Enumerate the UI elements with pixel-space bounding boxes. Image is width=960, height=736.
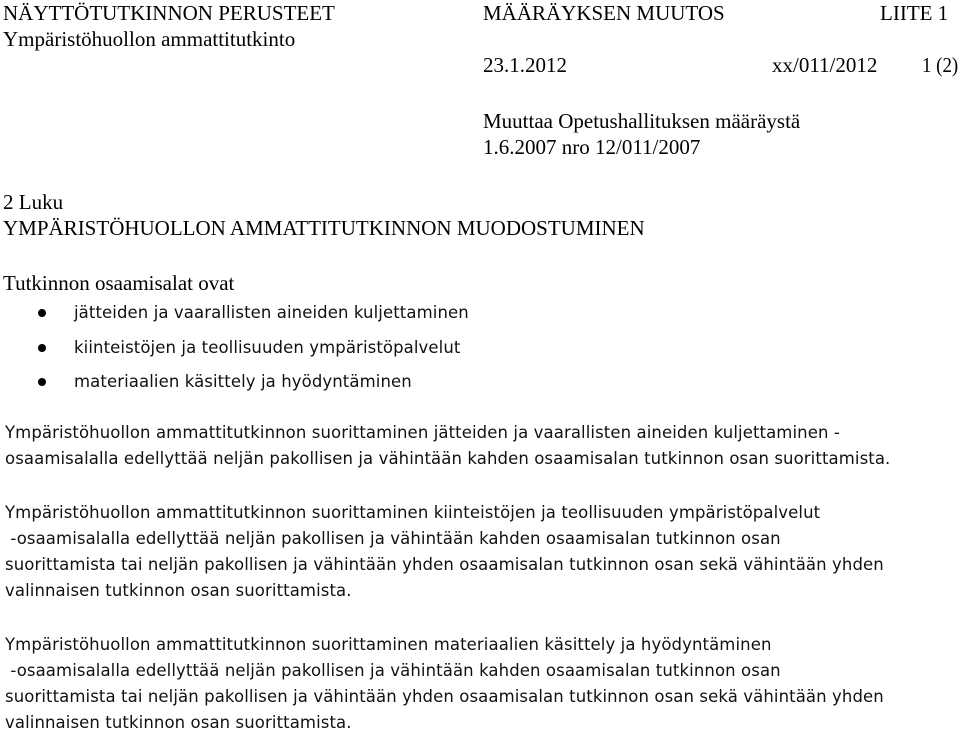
- header-date: 23.1.2012: [483, 53, 567, 77]
- paragraph-line: Ympäristöhuollon ammattitutkinnon suorittaminen jätteiden ja vaarallisten aineiden kuljettaminen -: [5, 423, 840, 442]
- bullet-text: jätteiden ja vaarallisten aineiden kuljettaminen: [74, 303, 469, 322]
- paragraph-line: Ympäristöhuollon ammattitutkinnon suorittaminen materiaalien käsittely ja hyödyntäminen: [5, 635, 772, 654]
- header-center-title: MÄÄRÄYKSEN MUUTOS: [483, 1, 725, 25]
- chapter-title: YMPÄRISTÖHUOLLON AMMATTITUTKINNON MUODOSTUMINEN: [3, 216, 645, 240]
- header-amends-line-1: Muuttaa Opetushallituksen määräystä: [483, 109, 801, 133]
- intro-text: Tutkinnon osaamisalat ovat: [3, 271, 235, 295]
- header-right-title: LIITE 1: [880, 1, 949, 25]
- header-page-number: 1 (2): [922, 53, 959, 77]
- paragraph-line: suorittamista tai neljän pakollisen ja vähintään yhden osaamisalan tutkinnon osan sekä vähintään yhden: [5, 687, 884, 706]
- bullet-text: materiaalien käsittely ja hyödyntäminen: [74, 372, 412, 391]
- header-amends-line-2: 1.6.2007 nro 12/011/2007: [483, 135, 701, 159]
- header-doc-number: xx/011/2012: [772, 53, 878, 77]
- bullet-icon: [38, 309, 46, 317]
- bullet-icon: [38, 378, 46, 386]
- paragraph-line: Ympäristöhuollon ammattitutkinnon suorittaminen kiinteistöjen ja teollisuuden ympäristöpalvelut: [5, 503, 821, 522]
- paragraph-line: valinnaisen tutkinnon osan suorittamista.: [5, 581, 352, 600]
- chapter-number: 2 Luku: [3, 190, 64, 214]
- paragraph-line: -osaamisalalla edellyttää neljän pakollisen ja vähintään kahden osaamisalan tutkinnon osan: [5, 661, 781, 680]
- bullet-text: kiinteistöjen ja teollisuuden ympäristöpalvelut: [74, 338, 461, 357]
- bullet-icon: [38, 344, 46, 352]
- paragraph-line: suorittamista tai neljän pakollisen ja vähintään yhden osaamisalan tutkinnon osan sekä vähintään yhden: [5, 555, 884, 574]
- header-left-title: NÄYTTÖTUTKINNON PERUSTEET: [3, 1, 335, 25]
- header-left-subtitle: Ympäristöhuollon ammattitutkinto: [3, 27, 296, 51]
- paragraph-line: osaamisalalla edellyttää neljän pakollisen ja vähintään kahden osaamisalan tutkinnon osan suorittamista.: [5, 449, 891, 468]
- paragraph-line: -osaamisalalla edellyttää neljän pakollisen ja vähintään kahden osaamisalan tutkinnon osan: [5, 529, 781, 548]
- paragraph-line: valinnaisen tutkinnon osan suorittamista.: [5, 713, 352, 732]
